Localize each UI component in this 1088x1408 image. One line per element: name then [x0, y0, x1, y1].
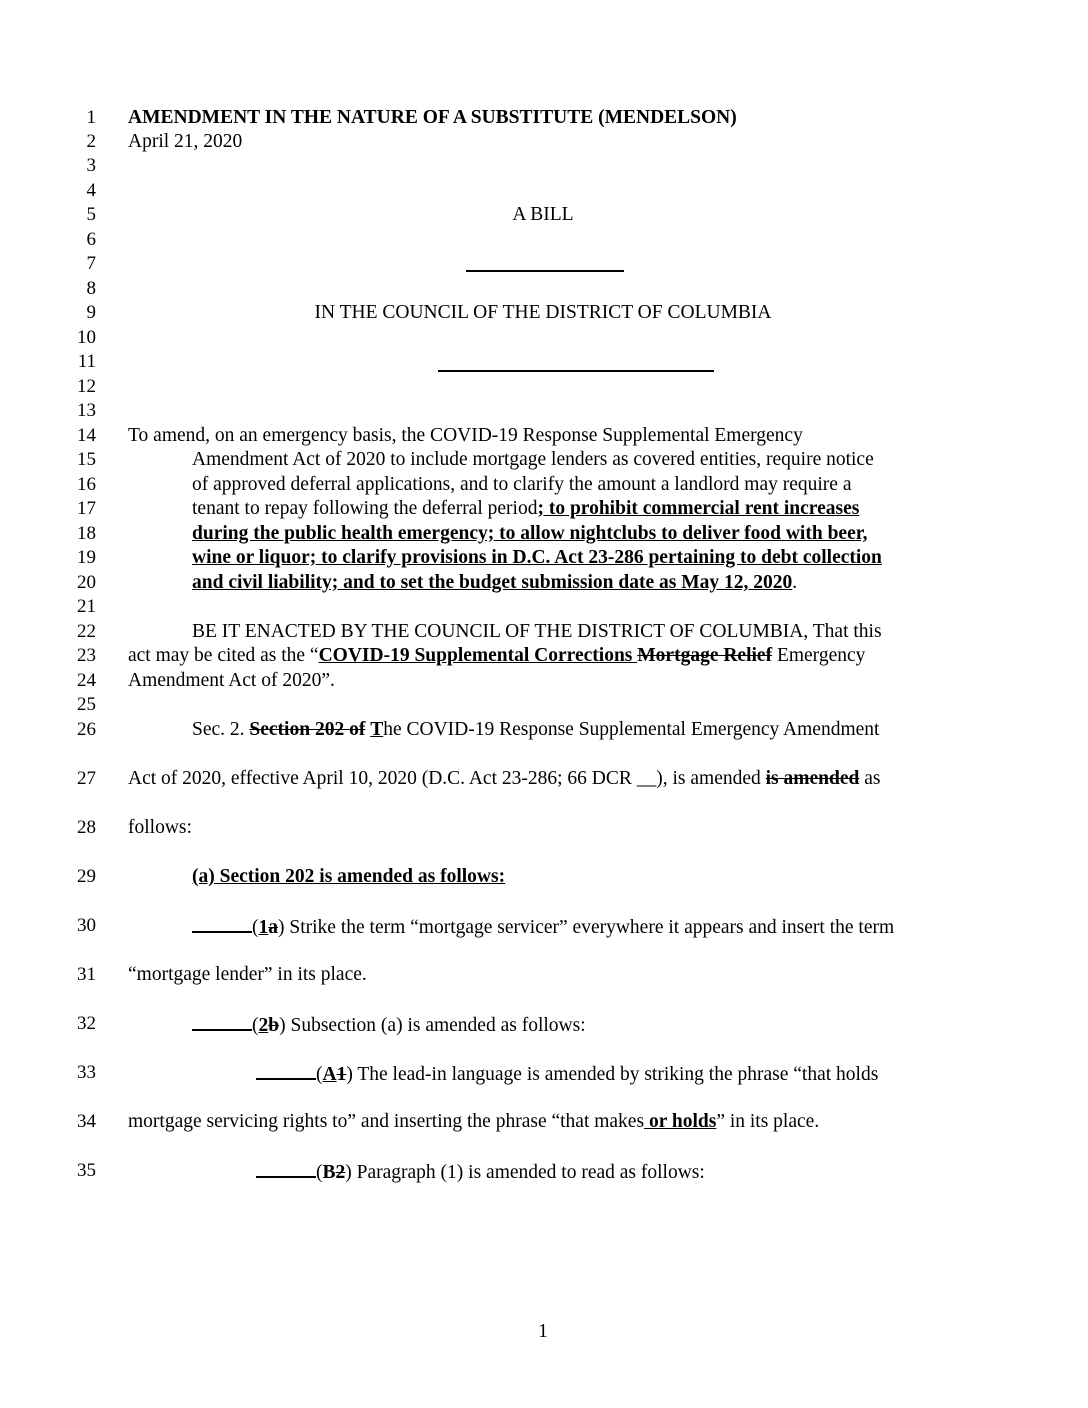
line-number: 12	[77, 376, 96, 397]
body-line: “mortgage lender” in its place.	[128, 964, 367, 985]
enacting-line: BE IT ENACTED BY THE COUNCIL OF THE DISTRICT OF COLUMBIA, That this	[192, 621, 882, 642]
body-line	[256, 1160, 705, 1184]
title-line: To amend, on an emergency basis, the COVID-19 Response Supplemental Emergency	[128, 425, 803, 446]
body-text: (	[252, 1015, 259, 1036]
deleted-text: a	[268, 917, 278, 938]
body-text: as	[859, 768, 881, 789]
deleted-text: is amended	[765, 768, 860, 789]
line-number: 6	[86, 229, 96, 250]
line-number: 26	[77, 719, 96, 740]
body-text: mortgage servicing rights to” and inserting the phrase “that makes	[128, 1111, 645, 1132]
line-number: 13	[77, 400, 96, 421]
body-line	[192, 915, 894, 939]
line-number: 4	[86, 180, 96, 201]
line-number: 30	[77, 915, 96, 936]
document-date: April 21, 2020	[128, 131, 243, 152]
deleted-text: Mortgage Relief	[637, 645, 773, 666]
enacting-text: act may be cited as the “	[128, 645, 319, 666]
inserted-text: T	[370, 719, 384, 740]
body-line	[256, 1062, 878, 1086]
inserted-text: COVID-19 Supplemental Corrections	[318, 645, 638, 666]
inserted-text: A	[322, 1064, 337, 1085]
deleted-text: b	[268, 1015, 280, 1036]
body-line	[192, 1013, 586, 1037]
title-line: Amendment Act of 2020 to include mortgage lenders as covered entities, require notice	[192, 449, 874, 470]
line-number: 27	[77, 768, 96, 789]
line-number: 21	[77, 596, 96, 617]
council-heading: IN THE COUNCIL OF THE DISTRICT OF COLUMBIA	[314, 302, 772, 323]
line-number: 16	[77, 474, 96, 495]
line-number: 1	[86, 107, 96, 128]
title-text: tenant to repay following the deferral period	[192, 498, 538, 519]
line-number: 15	[77, 449, 96, 470]
insert-blank	[256, 1160, 316, 1178]
body-line	[128, 768, 881, 790]
body-line	[192, 719, 879, 741]
line-number: 32	[77, 1013, 96, 1034]
bill-heading: A BILL	[512, 204, 574, 225]
inserted-text: B	[322, 1162, 336, 1183]
signature-rule	[438, 370, 714, 372]
line-number: 9	[86, 302, 96, 323]
signature-rule	[466, 270, 624, 272]
body-text: ” in its place.	[716, 1111, 820, 1132]
body-text: ) The lead-in language is amended by striking the phrase “that holds	[346, 1064, 879, 1085]
deleted-text: 2	[335, 1162, 346, 1183]
body-text: (	[252, 917, 259, 938]
insert-blank	[192, 1013, 252, 1031]
line-number: 7	[86, 253, 96, 274]
line-number: 3	[86, 155, 96, 176]
enacting-line	[128, 645, 865, 667]
body-text: ) Strike the term “mortgage servicer” everywhere it appears and insert the term	[278, 917, 895, 938]
deleted-text: 1	[336, 1064, 347, 1085]
line-number: 20	[77, 572, 96, 593]
inserted-text: during the public health emergency; to allow nightclubs to deliver food with beer,	[192, 523, 868, 544]
body-text: he COVID-19 Response Supplemental Emergency Amendment	[383, 719, 880, 740]
body-text: (	[316, 1064, 323, 1085]
line-number: 17	[77, 498, 96, 519]
line-number: 28	[77, 817, 96, 838]
line-number: 29	[77, 866, 96, 887]
body-line: follows:	[128, 817, 192, 838]
inserted-text: 1	[258, 917, 269, 938]
body-text: Act of 2020, effective April 10, 2020 (D.C. Act 23-286; 66 DCR __), is amended	[128, 768, 766, 789]
line-number: 34	[77, 1111, 96, 1132]
line-number: 25	[77, 694, 96, 715]
line-number: 23	[77, 645, 96, 666]
title-text: .	[792, 572, 798, 593]
line-number: 24	[77, 670, 96, 691]
line-number: 5	[86, 204, 96, 225]
enacting-text: Emergency	[772, 645, 866, 666]
document-title: AMENDMENT IN THE NATURE OF A SUBSTITUTE (MENDELSON)	[128, 107, 737, 128]
line-number: 8	[86, 278, 96, 299]
line-number: 31	[77, 964, 96, 985]
inserted-text: (a) Section 202 is amended as follows:	[192, 866, 506, 887]
title-line	[192, 572, 797, 594]
inserted-text: wine or liquor; to clarify provisions in D.C. Act 23-286 pertaining to debt collection	[192, 547, 882, 568]
inserted-text: 2	[258, 1015, 269, 1036]
body-text: ) Subsection (a) is amended as follows:	[279, 1015, 586, 1036]
insert-blank	[256, 1062, 316, 1080]
line-number: 35	[77, 1160, 96, 1181]
insert-blank	[192, 915, 252, 933]
deleted-text: Section 202 of	[249, 719, 366, 740]
line-number: 14	[77, 425, 96, 446]
line-number: 22	[77, 621, 96, 642]
inserted-text: or holds	[644, 1111, 717, 1132]
title-line	[192, 498, 859, 520]
line-number: 18	[77, 523, 96, 544]
title-line: of approved deferral applications, and to clarify the amount a landlord may require a	[192, 474, 852, 495]
enacting-line: Amendment Act of 2020”.	[128, 670, 335, 691]
body-text: ) Paragraph (1) is amended to read as follows:	[345, 1162, 705, 1183]
line-number: 19	[77, 547, 96, 568]
inserted-text: and civil liability; and to set the budget submission date as May 12, 2020	[192, 572, 793, 593]
inserted-text: ; to prohibit commercial rent increases	[537, 498, 860, 519]
page-number: 1	[538, 1321, 548, 1342]
line-number: 10	[77, 327, 96, 348]
line-number: 2	[86, 131, 96, 152]
body-line	[128, 1111, 819, 1133]
body-text: (	[316, 1162, 323, 1183]
body-text: Sec. 2.	[192, 719, 250, 740]
line-number: 11	[77, 351, 96, 372]
line-number: 33	[77, 1062, 96, 1083]
